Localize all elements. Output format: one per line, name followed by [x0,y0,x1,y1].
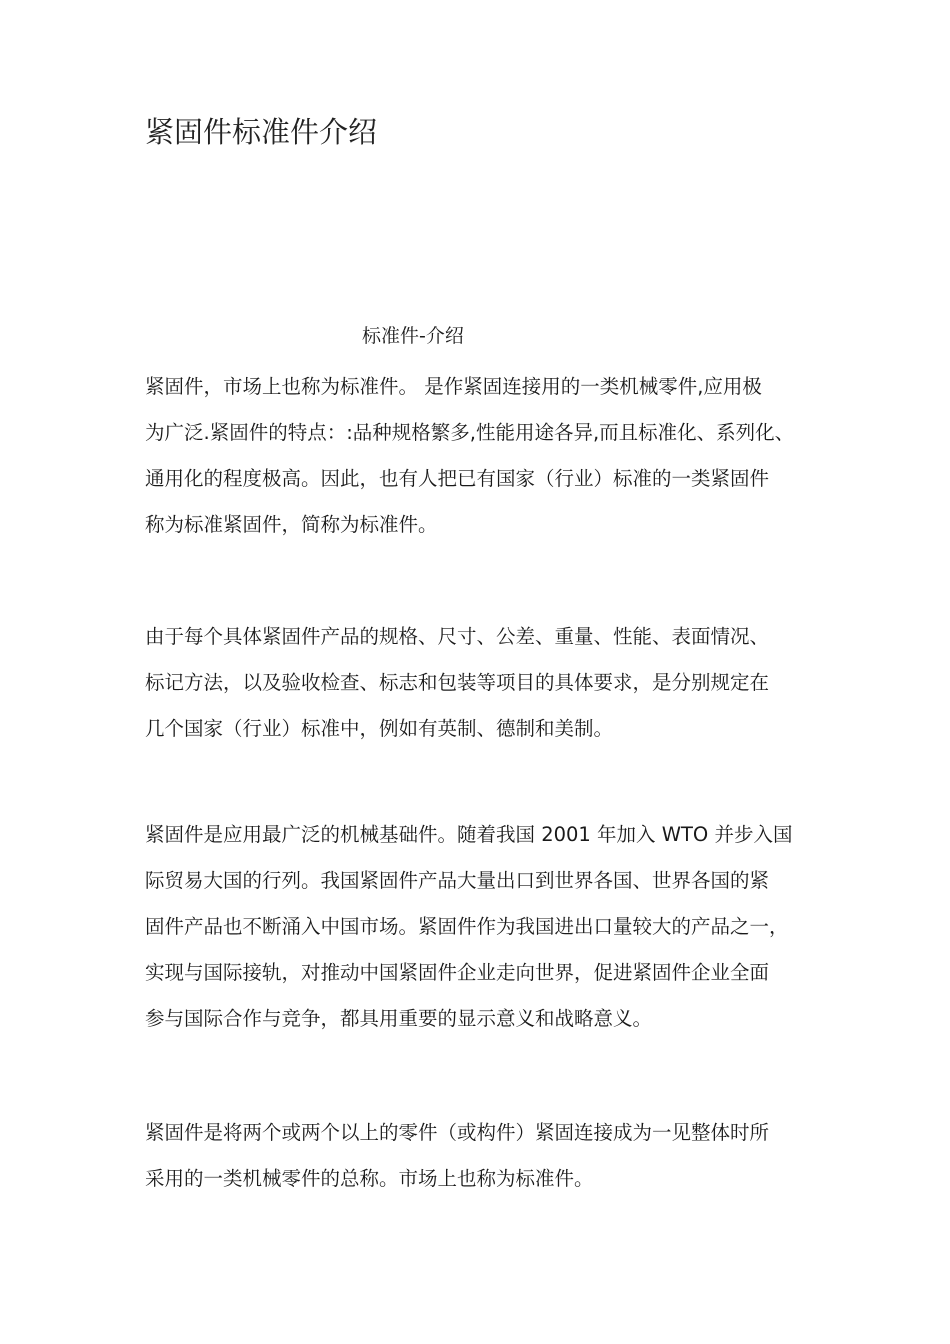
document-subtitle: 标准件-介绍 [362,325,464,347]
paragraph-line: 际贸易大国的行列。我国紧固件产品大量出口到世界各国、世界各国的紧 [145,869,770,892]
paragraph-line: 几个国家（行业）标准中，例如有英制、德制和美制。 [145,717,614,740]
paragraph-line: 紧固件，市场上也称为标准件。 是作紧固连接用的一类机械零件,应用极 [145,375,762,398]
paragraph-line: 实现与国际接轨，对推动中国紧固件企业走向世界，促进紧固件企业全面 [145,961,770,984]
paragraph-line: 固件产品也不断涌入中国市场。紧固件作为我国进出口量较大的产品之一， [145,915,789,938]
paragraph-line: 称为标准紧固件，简称为标准件。 [145,513,438,536]
paragraph-line: 参与国际合作与竞争，都具用重要的显示意义和战略意义。 [145,1007,653,1030]
paragraph-definition [145,372,825,556]
paragraph-importance [145,820,825,1050]
paragraph-line: 紧固件是将两个或两个以上的零件（或构件）紧固连接成为一见整体时所 [145,1121,770,1144]
document-title: 紧固件标准件介绍 [145,115,378,149]
paragraph-line: 采用的一类机械零件的总称。市场上也称为标准件。 [145,1167,594,1190]
paragraph-standards [145,622,825,760]
paragraph-line: 标记方法，以及验收检查、标志和包装等项目的具体要求，是分别规定在 [145,671,770,694]
paragraph-line: 通用化的程度极高。因此，也有人把已有国家（行业）标准的一类紧固件 [145,467,770,490]
paragraph-summary [145,1118,825,1210]
paragraph-line: 为广泛.紧固件的特点：:品种规格繁多,性能用途各异,而且标准化、系列化、 [145,421,795,444]
paragraph-line: 由于每个具体紧固件产品的规格、尺寸、公差、重量、性能、表面情况、 [145,625,770,648]
paragraph-line: 紧固件是应用最广泛的机械基础件。随着我国 2001 年加入 WTO 并步入国 [145,823,793,846]
